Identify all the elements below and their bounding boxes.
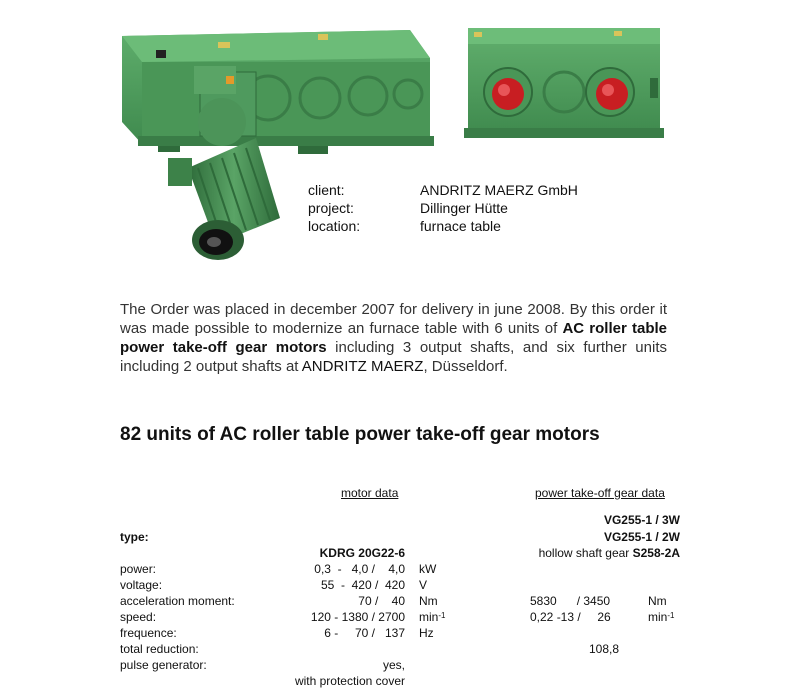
gearbox-illustration — [464, 18, 664, 142]
description-bold-product: AC roller table power take-off gear motors — [120, 320, 667, 356]
speed-unit — [419, 610, 445, 625]
accel-label: acceleration moment: — [120, 594, 235, 608]
power-unit: kW — [419, 562, 437, 576]
project-label: project: — [308, 200, 354, 216]
speed-gear-unit — [648, 610, 674, 625]
gearbox-photo — [464, 18, 664, 142]
gear-type-3 — [480, 546, 680, 561]
gear-data-header: power take-off gear data — [535, 486, 665, 500]
description-part1: The Order was placed in december 2007 for delivery in june 2008. By this order it was made possible to modernize an furnace table with 6 units of — [120, 301, 667, 337]
description-part3: , Düsseldorf. — [423, 358, 508, 375]
accel-value: 70 / 40 — [358, 594, 405, 608]
gear-type-3-prefix: hollow shaft gear — [538, 546, 633, 560]
freq-value: 6 - 70 / 137 — [324, 626, 405, 640]
gear-type-1: VG255-1 / 3W — [603, 513, 680, 527]
gear-motor-illustration — [118, 18, 436, 266]
description-company: ANDRITZ MAERZ — [301, 358, 424, 375]
location-value: furnace table — [420, 218, 501, 234]
reduction-label: total reduction: — [120, 642, 199, 656]
speed-gear-unit-base: min — [648, 610, 668, 624]
freq-label: frequence: — [120, 626, 177, 640]
project-value: Dillinger Hütte — [420, 200, 508, 216]
accel-gear-value: 5830 / 3450 — [530, 594, 611, 608]
pulse-label: pulse generator: — [120, 658, 207, 672]
pulse-value: yes, — [382, 658, 405, 672]
client-label: client: — [308, 182, 345, 198]
accel-unit: Nm — [419, 594, 438, 608]
speed-gear-unit-exponent: -1 — [667, 611, 675, 620]
freq-unit: Hz — [419, 626, 434, 640]
pulse-value-cover: with protection cover — [294, 674, 405, 688]
motor-type: KDRG 20G22-6 — [319, 546, 405, 560]
gear-motor-photo — [118, 18, 436, 266]
speed-unit-exponent: -1 — [438, 611, 446, 620]
order-description — [120, 300, 667, 376]
location-label: location: — [308, 218, 361, 234]
reduction-value: 108,8 — [589, 642, 620, 656]
voltage-value: 55 - 420 / 420 — [320, 578, 405, 592]
type-label: type: — [120, 530, 149, 544]
speed-unit-base: min — [419, 610, 439, 624]
description-part2: including 3 output shafts, and six further units including 2 output shafts at — [120, 339, 667, 375]
voltage-label: voltage: — [120, 578, 163, 592]
accel-gear-unit: Nm — [648, 594, 667, 608]
speed-gear-value: 0,22 -13 / 26 — [530, 610, 611, 624]
power-label: power: — [120, 562, 157, 576]
section-heading: 82 units of AC roller table power take-off gear motors — [120, 424, 600, 445]
client-value: ANDRITZ MAERZ GmbH — [420, 182, 578, 198]
power-value: 0,3 - 4,0 / 4,0 — [314, 562, 405, 576]
gear-type-3-bold: S258-2A — [632, 546, 680, 560]
voltage-unit: V — [419, 578, 428, 592]
gear-type-2: VG255-1 / 2W — [603, 530, 680, 544]
speed-label: speed: — [120, 610, 157, 624]
motor-data-header: motor data — [341, 486, 399, 500]
speed-value: 120 - 1380 / 2700 — [310, 610, 405, 624]
